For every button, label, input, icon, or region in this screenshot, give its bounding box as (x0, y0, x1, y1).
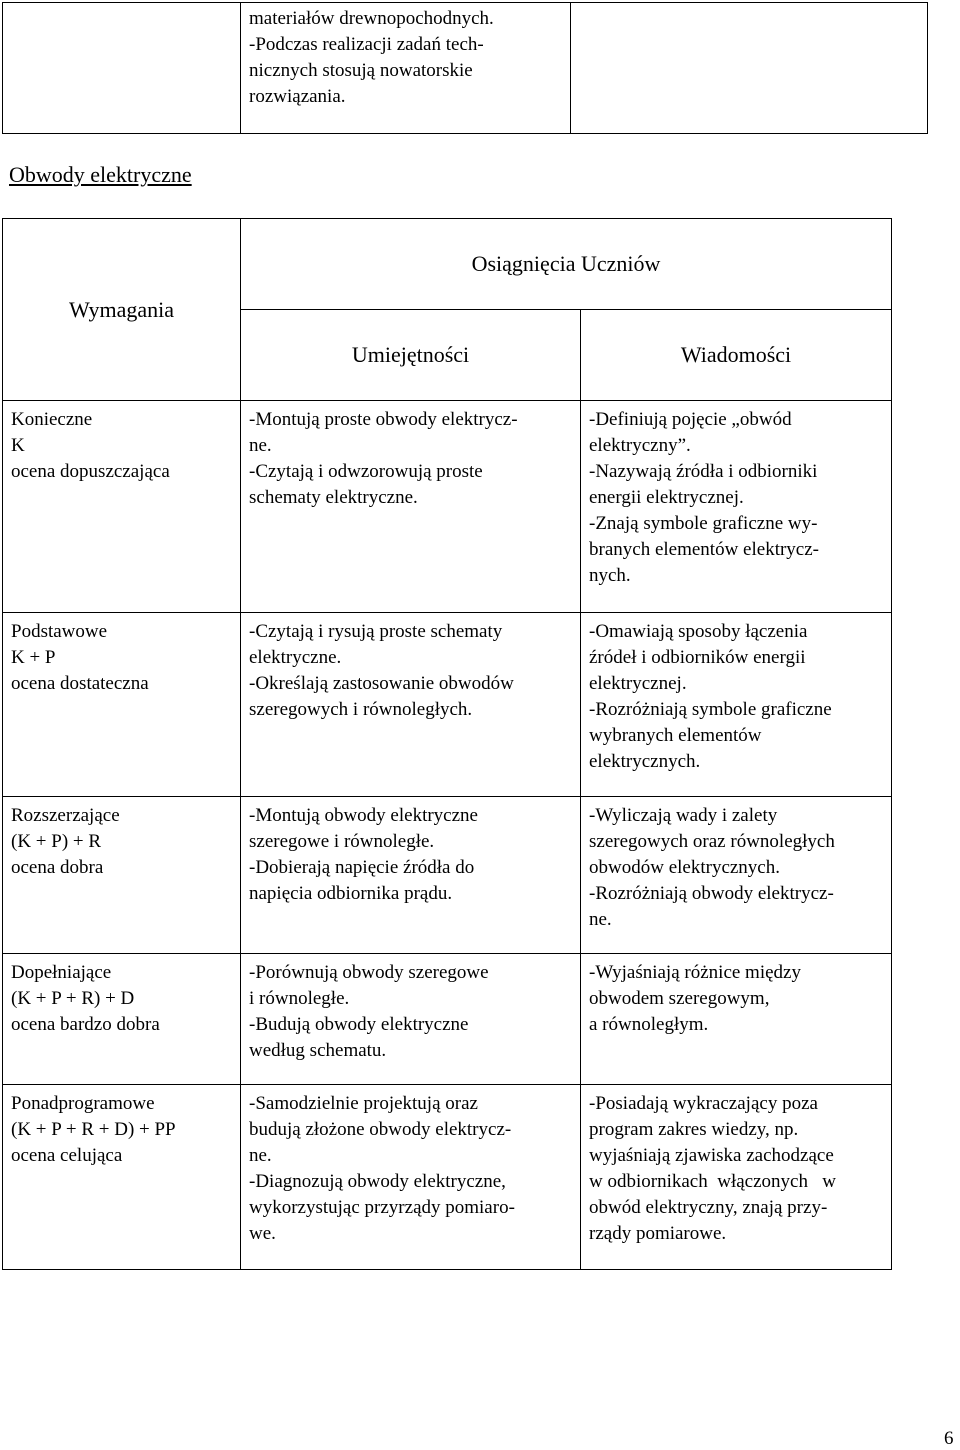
text-line: -Czytają i odwzorowują proste (249, 461, 483, 482)
text-line: -Rozróżniają obwody elektrycz- (589, 883, 834, 904)
text-line: -Porównują obwody szeregowe (249, 962, 489, 983)
text-line: program zakres wiedzy, np. (589, 1119, 799, 1140)
text-line: K + P (11, 647, 56, 668)
text-line: -Posiadają wykraczający poza (589, 1093, 818, 1114)
text-line: obwodów elektrycznych. (589, 857, 780, 878)
knowledge-cell (581, 954, 892, 1085)
text-line: ocena dopuszczająca (11, 461, 170, 482)
skills-cell (241, 797, 581, 954)
text-line: -Znają symbole graficzne wy- (589, 513, 818, 534)
table-row (3, 613, 892, 797)
text-line: nych. (589, 565, 631, 586)
text-line: napięcia odbiornika prądu. (249, 883, 453, 904)
text-line: ocena dobra (11, 857, 104, 878)
text-line: schematy elektryczne. (249, 487, 418, 508)
header-achievements: Osiągnięcia Uczniów (241, 219, 892, 310)
requirement-cell (3, 1085, 241, 1270)
text-line: ne. (249, 1145, 272, 1166)
text-line: źródeł i odbiorników energii (589, 647, 806, 668)
text-line: branych elementów elektrycz- (589, 539, 819, 560)
text-line: -Budują obwody elektryczne (249, 1014, 469, 1035)
text-line: -Podczas realizacji zadań tech- (249, 34, 484, 55)
requirement-cell (3, 797, 241, 954)
text-line: (K + P + R + D) + PP (11, 1119, 176, 1140)
text-line: Konieczne (11, 409, 93, 430)
text-line: wybranych elementów (589, 725, 762, 746)
skills-cell (241, 1085, 581, 1270)
knowledge-cell (581, 401, 892, 613)
knowledge-cell (581, 613, 892, 797)
text-line: (K + P) + R (11, 831, 102, 852)
text-line: -Samodzielnie projektują oraz (249, 1093, 478, 1114)
text-line: w odbiornikach włączonych w (589, 1171, 836, 1192)
text-line: obwód elektryczny, znają przy- (589, 1197, 828, 1218)
text-line: elektrycznych. (589, 751, 701, 772)
text-line: szeregowych i równoległych. (249, 699, 473, 720)
text-line: ocena celująca (11, 1145, 123, 1166)
text-line: (K + P + R) + D (11, 988, 135, 1009)
text-line: -Definiują pojęcie „obwód (589, 409, 792, 430)
text-line: ocena bardzo dobra (11, 1014, 160, 1035)
text-line: Ponadprogramowe (11, 1093, 155, 1114)
continuation-cell-2 (241, 3, 571, 134)
text-line: -Rozróżniają symbole graficzne (589, 699, 832, 720)
text-line: nicznych stosują nowatorskie (249, 60, 473, 81)
text-line: szeregowych oraz równoległych (589, 831, 835, 852)
text-line: -Wyliczają wady i zalety (589, 805, 778, 826)
table-row (3, 1085, 892, 1270)
text-line: rozwiązania. (249, 86, 346, 107)
knowledge-cell (581, 1085, 892, 1270)
text-line: ne. (589, 909, 612, 930)
text-line: -Diagnozują obwody elektryczne, (249, 1171, 506, 1192)
skills-cell (241, 954, 581, 1085)
text-line: we. (249, 1223, 276, 1244)
continuation-cell-1 (3, 3, 241, 134)
table-row (3, 797, 892, 954)
text-line: elektryczny”. (589, 435, 691, 456)
text-line: -Czytają i rysują proste schematy (249, 621, 503, 642)
text-line: materiałów drewnopochodnych. (249, 8, 494, 29)
text-line: według schematu. (249, 1040, 387, 1061)
table-row (3, 954, 892, 1085)
text-line: i równoległe. (249, 988, 350, 1009)
knowledge-cell (581, 797, 892, 954)
continuation-table (2, 2, 928, 134)
text-line: -Omawiają sposoby łączenia (589, 621, 808, 642)
text-line: -Wyjaśniają różnice między (589, 962, 801, 983)
text-line: ne. (249, 435, 272, 456)
requirement-cell (3, 954, 241, 1085)
text-line: -Montują proste obwody elektrycz- (249, 409, 518, 430)
text-line: wykorzystując przyrządy pomiaro- (249, 1197, 515, 1218)
table-row (3, 401, 892, 613)
text-line: -Określają zastosowanie obwodów (249, 673, 514, 694)
page-number: 6 (944, 1428, 954, 1449)
skills-cell (241, 613, 581, 797)
text-line: energii elektrycznej. (589, 487, 744, 508)
text-line: -Nazywają źródła i odbiorniki (589, 461, 818, 482)
continuation-cell-3 (571, 3, 928, 134)
requirement-cell (3, 401, 241, 613)
text-line: K (11, 435, 25, 456)
text-line: wyjaśniają zjawiska zachodzące (589, 1145, 834, 1166)
skills-cell (241, 401, 581, 613)
text-line: ocena dostateczna (11, 673, 149, 694)
text-line: Podstawowe (11, 621, 108, 642)
header-requirements: Wymagania (3, 219, 241, 401)
text-line: -Dobierają napięcie źródła do (249, 857, 475, 878)
text-line: obwodem szeregowym, (589, 988, 770, 1009)
text-line: -Montują obwody elektryczne (249, 805, 478, 826)
text-line: elektryczne. (249, 647, 342, 668)
text-line: a równoległym. (589, 1014, 709, 1035)
header-knowledge: Wiadomości (581, 310, 892, 401)
text-line: rządy pomiarowe. (589, 1223, 727, 1244)
text-line: Dopełniające (11, 962, 112, 983)
text-line: elektrycznej. (589, 673, 687, 694)
header-skills: Umiejętności (241, 310, 581, 401)
requirements-table (2, 218, 892, 1270)
requirement-cell (3, 613, 241, 797)
text-line: szeregowe i równoległe. (249, 831, 435, 852)
text-line: budują złożone obwody elektrycz- (249, 1119, 512, 1140)
section-title: Obwody elektryczne (9, 162, 192, 187)
text-line: Rozszerzające (11, 805, 120, 826)
